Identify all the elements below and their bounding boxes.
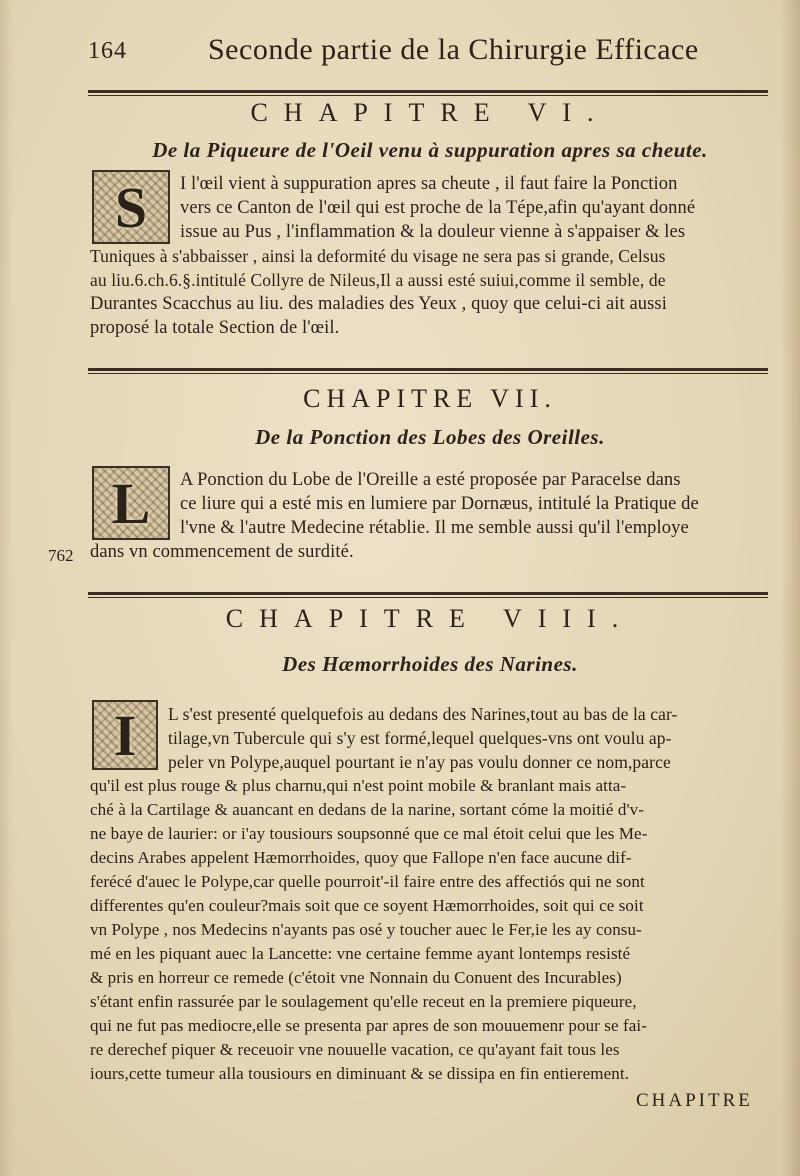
chapter-subtitle: Des Hæmorrhoides des Narines.: [282, 652, 578, 676]
text-line: ché à la Cartilage & auancant en dedans de la narine, sortant cóme la moitié d'v-: [90, 800, 644, 819]
text-line: & pris en horreur ce remede (c'étoit vne Nonnain du Conuent des Incurables): [90, 968, 622, 987]
chapter-rule: [88, 592, 768, 598]
text-line: ne baye de laurier: or i'ay tousiours soupsonné que ce mal étoit celui que les Me-: [90, 824, 648, 843]
margin-note: 762: [48, 546, 74, 565]
text-line: Durantes Scacchus au liu. des maladies des Yeux , quoy que celui-ci ait aussi: [90, 294, 667, 314]
text-line: au liu.6.ch.6.§.intitulé Collyre de Nileus,Il a aussi esté suiui,comme il semble, de: [90, 270, 666, 290]
catchword: CHAPITRE: [636, 1090, 753, 1111]
text-line: A Ponction du Lobe de l'Oreille a esté proposée par Paracelse dans: [180, 470, 681, 490]
drop-cap-ornament: [92, 170, 170, 244]
text-line: decins Arabes appelent Hæmorrhoides, quoy que Fallope n'en face aucune dif-: [90, 848, 632, 867]
chapter-subtitle: De la Ponction des Lobes des Oreilles.: [255, 425, 605, 449]
text-line: peler vn Polype,auquel pourtant ie n'ay pas voulu donner ce nom,parce: [168, 752, 671, 772]
chapter-heading: CHAPITRE VI.: [250, 98, 610, 127]
text-line: L s'est presenté quelquefois au dedans des Narines,tout au bas de la car-: [168, 704, 678, 724]
chapter-rule: [88, 368, 768, 374]
drop-cap-ornament: [92, 700, 158, 770]
page-shadow-left: [0, 0, 14, 1176]
page-shadow-right: [782, 0, 800, 1176]
drop-cap-letter: L: [111, 470, 151, 536]
text-line: qui ne fut pas mediocre,elle se presenta par apres de son mouuemenr pour se fai-: [90, 1016, 647, 1035]
text-line: iours,cette tumeur alla tousiours en diminuant & se dissipa en fin entierement.: [90, 1064, 630, 1083]
drop-cap-ornament: [92, 466, 170, 540]
running-title: Seconde partie de la Chirurgie Efficace: [208, 33, 699, 66]
text-line: vn Polype , nos Medecins n'ayants pas osé y toucher auec le Fer,ie les ay consu-: [90, 920, 642, 939]
drop-cap-letter: S: [114, 174, 148, 240]
page-number: 164: [88, 38, 127, 64]
chapter-heading: CHAPITRE VIII.: [225, 604, 635, 633]
text-line: ce liure qui a esté mis en lumiere par Dornæus, intitulé la Pratique de: [180, 494, 699, 514]
text-line: tilage,vn Tubercule qui s'y est formé,lequel quelques-vns ont voulu ap-: [168, 728, 672, 748]
chapter-subtitle: De la Piqueure de l'Oeil venu à suppuration apres sa cheute.: [152, 138, 708, 162]
text-line: vers ce Canton de l'œil qui est proche de la Tépe,afin qu'ayant donné: [180, 198, 696, 218]
chapter-heading: CHAPITRE VII.: [303, 384, 557, 413]
text-line: re derechef piquer & receuoir vne nouuelle vacation, ce qu'ayant fait tous les: [90, 1040, 620, 1059]
text-line: qu'il est plus rouge & plus charnu,qui n'est point mobile & branlant mais atta-: [90, 776, 627, 795]
text-line: mé en les piquant auec la Lancette: vne certaine femme ayant lontemps resisté: [90, 944, 631, 963]
text-line: Tuniques à s'abbaisser , ainsi la deformité du visage ne sera pas si grande, Celsus: [90, 246, 666, 266]
text-line: l'vne & l'autre Medecine rétablie. Il me semble aussi qu'il l'employe: [180, 518, 689, 538]
drop-cap-letter: I: [113, 702, 137, 768]
text-line: proposé la totale Section de l'œil.: [90, 318, 340, 338]
text-line: ferécé d'auec le Polype,car quelle pourroit'-il faire entre des affectiós qui ne sont: [90, 872, 645, 891]
chapter-rule: [88, 90, 768, 96]
text-line: s'étant enfin rassurée par le soulagement qu'elle receut en la premiere piqueure,: [90, 992, 637, 1011]
text-line: issue au Pus , l'inflammation & la douleur vienne à s'appaiser & les: [180, 222, 686, 242]
text-line: dans vn commencement de surdité.: [90, 542, 354, 562]
text-line: differentes qu'en couleur?mais soit que ce soyent Hæmorrhoides, soit qui ce soit: [90, 896, 644, 915]
text-line: I l'œil vient à suppuration apres sa cheute , il faut faire la Ponction: [180, 174, 678, 194]
